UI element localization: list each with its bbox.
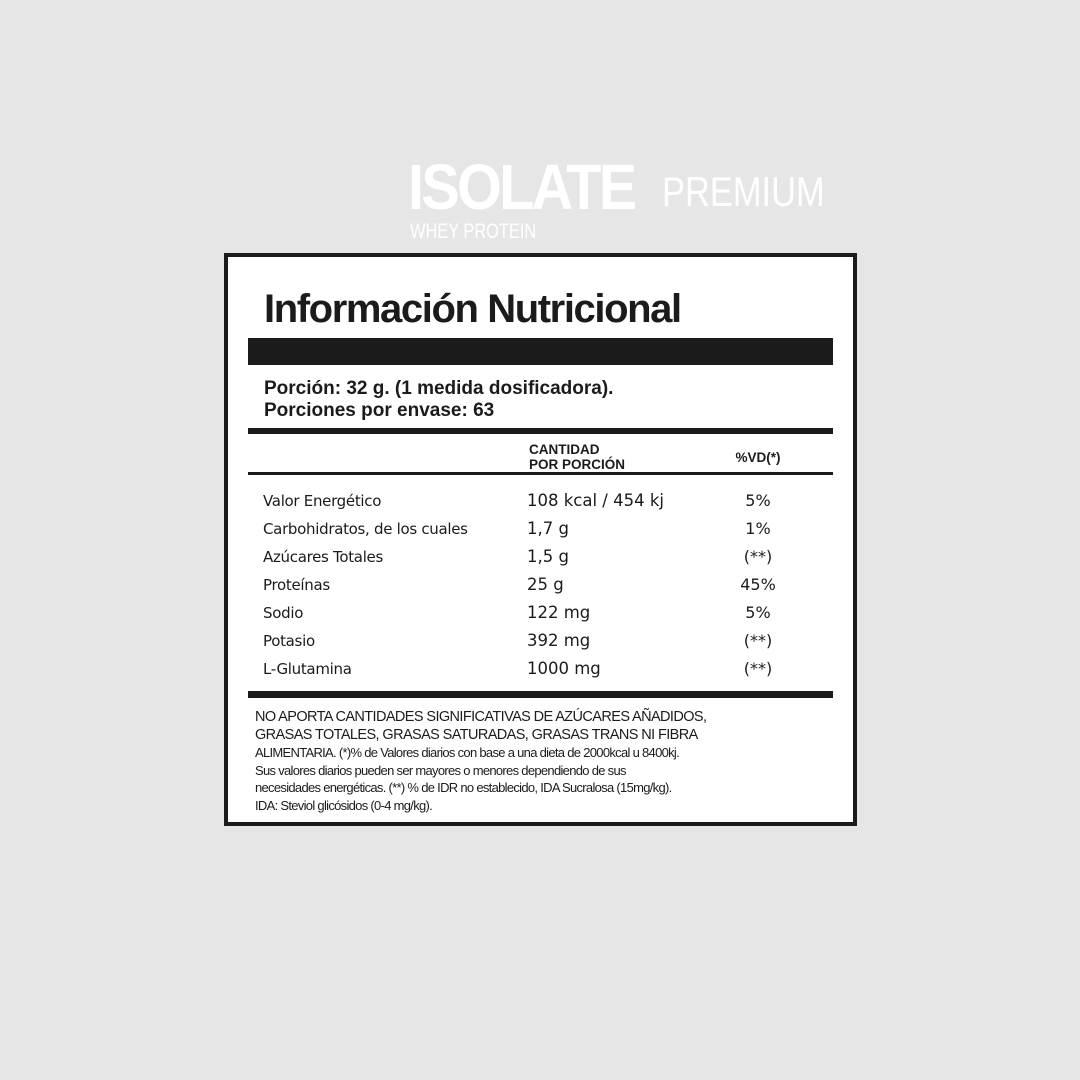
nutrient-daily-value: (**): [743, 547, 773, 566]
serving-size: Porción: 32 g. (1 medida dosificadora).: [264, 378, 614, 399]
table-row: [228, 599, 853, 627]
footnote: [255, 709, 835, 814]
servings-per-container: Porciones por envase: 63: [264, 400, 495, 421]
nutrient-daily-value: 5%: [745, 603, 771, 622]
brand-name: ISOLATE: [408, 151, 635, 223]
nutrient-quantity: 1,5 g: [527, 547, 569, 566]
table-row: [228, 627, 853, 655]
brand-edition: PREMIUM: [662, 168, 825, 215]
nutrient-name: Valor Energético: [263, 492, 382, 510]
nutrient-quantity: 108 kcal / 454 kj: [527, 491, 664, 510]
nutrient-quantity: 1,7 g: [527, 519, 569, 538]
nutrient-quantity: 122 mg: [527, 603, 591, 622]
nutrient-name: Carbohidratos, de los cuales: [263, 520, 468, 538]
nutrition-facts-panel: [224, 253, 857, 826]
header-divider-bar: [248, 472, 833, 475]
table-row: [228, 655, 853, 683]
nutrient-name: Azúcares Totales: [263, 548, 384, 566]
table-row: [228, 571, 853, 599]
footnote-line: GRASAS TOTALES, GRASAS SATURADAS, GRASAS TRANS NI FIBRA: [255, 726, 698, 743]
brand-logo: [408, 150, 868, 250]
nutrient-name: Potasio: [263, 632, 315, 650]
footnote-line: necesidades energéticas. (**) % de IDR no establecido, IDA Sucralosa (15mg/kg).: [255, 780, 672, 795]
title-divider-bar: [248, 338, 833, 365]
nutrient-quantity: 1000 mg: [527, 659, 601, 678]
column-header-quantity: [529, 442, 625, 472]
nutrient-name: L-Glutamina: [263, 660, 352, 678]
nutrient-quantity: 25 g: [527, 575, 564, 594]
column-header-daily-value: %VD(*): [735, 450, 781, 465]
nutrient-daily-value: 1%: [745, 519, 771, 538]
nutrient-daily-value: (**): [743, 659, 773, 678]
footnote-line: Sus valores diarios pueden ser mayores o menores dependiendo de sus: [255, 762, 626, 778]
serving-divider-bar: [248, 428, 833, 434]
nutrient-daily-value: 45%: [740, 575, 776, 594]
footnote-line: ALIMENTARIA. (*)% de Valores diarios con base a una dieta de 2000kcal u 8400kj.: [255, 745, 680, 760]
footnote-line: NO APORTA CANTIDADES SIGNIFICATIVAS DE AZÚCARES AÑADIDOS,: [255, 709, 707, 725]
footer-divider-bar: [248, 691, 833, 698]
nutrient-name: Sodio: [263, 604, 304, 622]
table-row: [228, 487, 853, 515]
brand-subtitle: WHEY PROTEIN: [410, 220, 537, 243]
nutrient-name: Proteínas: [263, 576, 330, 594]
column-header-quantity-line2: POR PORCIÓN: [529, 457, 626, 472]
column-header-quantity-line1: CANTIDAD: [529, 442, 600, 457]
nutrient-daily-value: 5%: [745, 491, 771, 510]
footnote-line: IDA: Steviol glicósidos (0-4 mg/kg).: [255, 797, 433, 813]
serving-info: [264, 378, 613, 422]
table-row: [228, 543, 853, 571]
table-row: [228, 515, 853, 543]
nutrient-daily-value: (**): [743, 631, 773, 650]
panel-title: Información Nutricional: [264, 287, 681, 331]
nutrient-quantity: 392 mg: [527, 631, 591, 650]
